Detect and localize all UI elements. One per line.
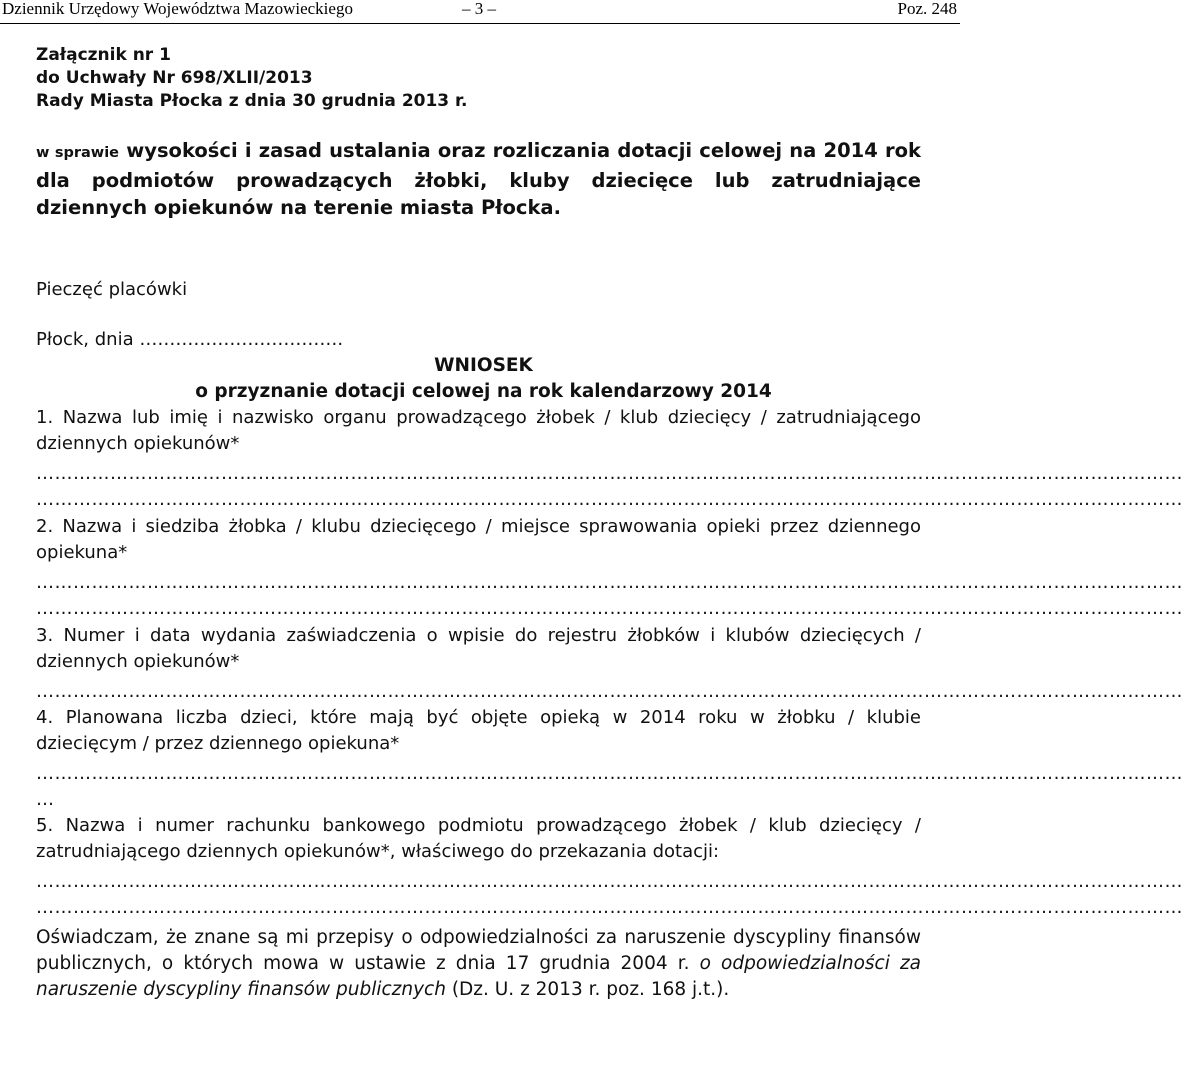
fill-line: ……………………………………………………………………………………………………………………………………………………………………	[36, 871, 1183, 892]
resolution-subject	[36, 137, 921, 221]
form-item-1: 1. Nazwa lub imię i nazwisko organu prowadzącego żłobek / klub dziecięcy / zatrudniającego dziennych opiekunów*	[36, 407, 921, 454]
fill-line: ……………………………………………………………………………………………………………………………………………………………………	[36, 897, 1183, 918]
fill-line: ……………………………………………………………………………………………………………………………………………………………………	[36, 489, 1183, 510]
fill-line-end: …	[36, 789, 55, 810]
annex-line-3: Rady Miasta Płocka z dnia 30 grudnia 2013 r.	[36, 91, 468, 111]
fill-line: ……………………………………………………………………………………………………………………………………………………………………	[36, 681, 1183, 702]
fill-line: ……………………………………………………………………………………………………………………………………………………………………	[36, 598, 1183, 619]
form-item-5: 5. Nazwa i numer rachunku bankowego podmiotu prowadzącego żłobek / klub dziecięcy / zatrudniającego dziennych opiekunów*, właściwego do przekazania dotacji:	[36, 815, 921, 862]
document-body	[36, 44, 1183, 1003]
journal-title: Dziennik Urzędowy Województwa Mazowieckiego	[2, 0, 353, 18]
declaration-text: Oświadczam, że znane są mi przepisy o odpowiedzialności za naruszenie dyscypliny finansów publicznych, o których mowa w ustawie z dnia 17 grudnia 2004 r.	[36, 927, 921, 974]
subject-text: wysokości i zasad ustalania oraz rozliczania dotacji celowej na 2014 rok dla podmiotów prowadzących żłobki, kluby dziecięce lub zatrudniające dziennych opiekunów na terenie miasta Płocka.	[36, 139, 922, 219]
subject-prefix: w sprawie	[36, 145, 120, 161]
annex-block	[36, 44, 921, 113]
fill-line: ……………………………………………………………………………………………………………………………………………………………………	[36, 763, 1183, 784]
date-line: Płock, dnia …………………………….	[36, 329, 344, 350]
form-title: WNIOSEK	[434, 355, 533, 376]
fill-line: ……………………………………………………………………………………………………………………………………………………………………	[36, 463, 1183, 484]
form-subtitle: o przyznanie dotacji celowej na rok kalendarzowy 2014	[195, 381, 772, 402]
form-item-4: 4. Planowana liczba dzieci, które mają być objęte opieką w 2014 roku w żłobku / klubie dziecięcym / przez dziennego opiekuna*	[36, 707, 921, 754]
annex-line-2: do Uchwały Nr 698/XLII/2013	[36, 68, 313, 88]
declaration	[36, 925, 921, 1003]
journal-header	[0, 0, 960, 23]
declaration-citation: (Dz. U. z 2013 r. poz. 168 j.t.).	[451, 979, 730, 1000]
annex-line-1: Załącznik nr 1	[36, 45, 171, 65]
form-item-2: 2. Nazwa i siedziba żłobka / klubu dziecięcego / miejsce sprawowania opieki przez dziennego opiekuna*	[36, 516, 921, 563]
fill-line: ……………………………………………………………………………………………………………………………………………………………………	[36, 572, 1183, 593]
header-divider	[0, 23, 960, 24]
position-number: Poz. 248	[897, 0, 957, 18]
form-item-3: 3. Numer i data wydania zaświadczenia o wpisie do rejestru żłobków i klubów dziecięcych / dziennych opiekunów*	[36, 625, 921, 672]
page-number: – 3 –	[462, 0, 496, 18]
institution-stamp-label: Pieczęć placówki	[36, 279, 188, 300]
declaration-act-title: o odpowiedzialności za naruszenie dyscypliny finansów publicznych	[36, 953, 921, 1000]
